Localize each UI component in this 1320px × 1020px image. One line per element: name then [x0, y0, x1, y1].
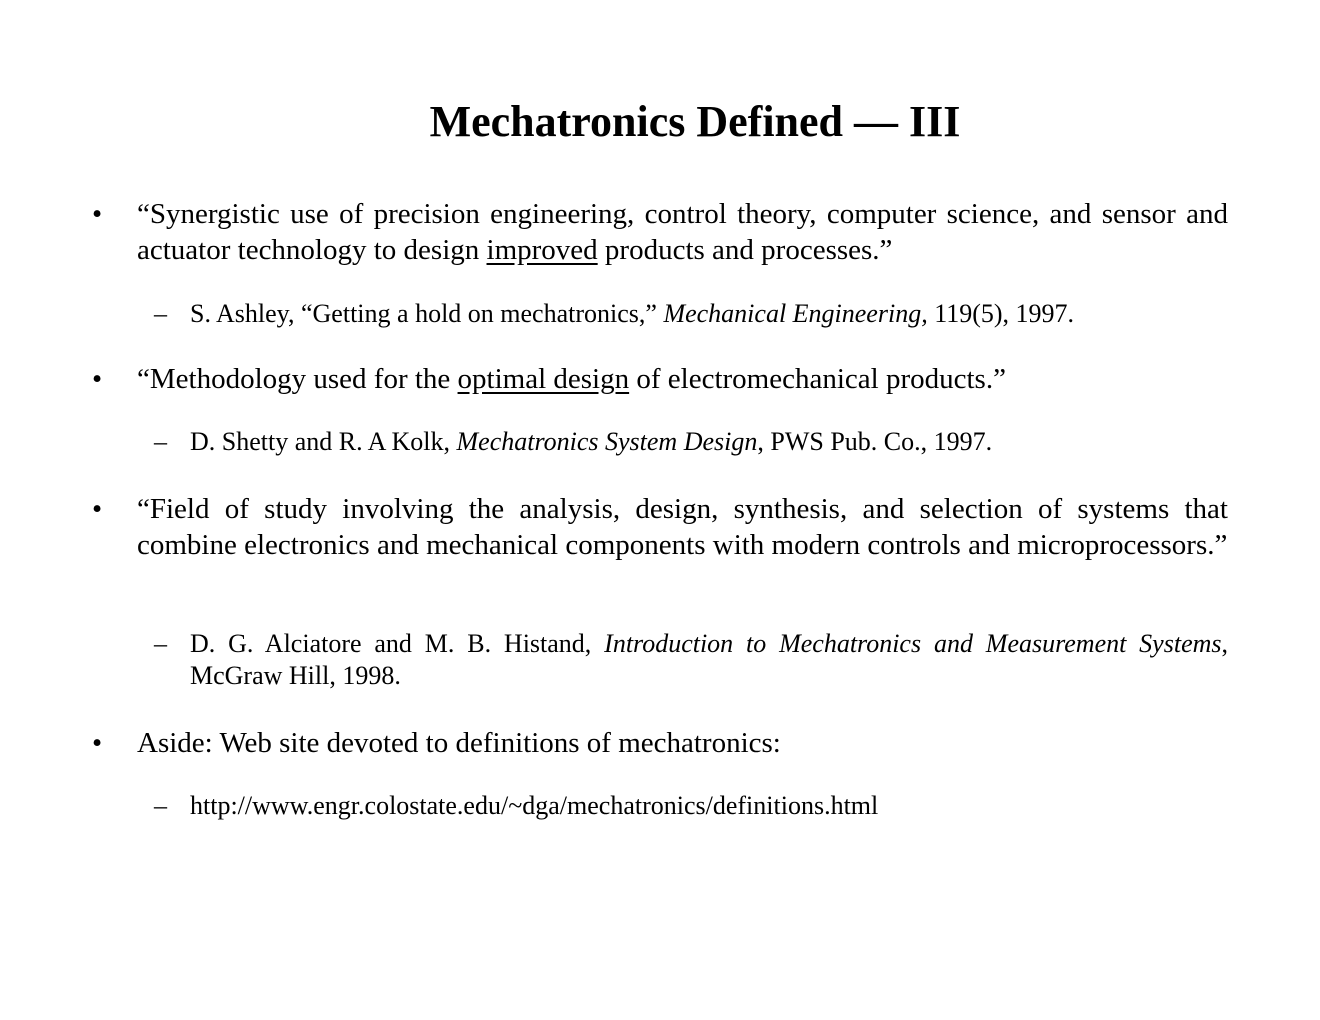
quote-text: of electromechanical products.”: [629, 363, 1006, 395]
reference-1: [154, 298, 1228, 330]
ref-text: D. G. Alciatore and M. B. Histand,: [190, 629, 605, 658]
quote-text: “Synergistic use of precision engineering, control theory, computer science, and sensor and actuator technology to design: [137, 198, 1228, 266]
ref-text: , PWS Pub. Co., 1997.: [757, 427, 993, 456]
ref-text: S. Ashley, “Getting a hold on mechatronics,”: [190, 299, 664, 328]
ref-text: 119(5), 1997.: [927, 299, 1075, 328]
bullet-item-4: [92, 726, 1228, 762]
quote-text: “Field of study involving the analysis, design, synthesis, and selection of systems that combine electronics and mechanical components with modern controls and microprocessors.”: [137, 493, 1228, 561]
dash-icon: –: [154, 299, 167, 328]
underlined-term: optimal design: [457, 363, 630, 395]
bullet-icon: •: [92, 727, 103, 759]
aside-text: Aside: Web site devoted to definitions of mechatronics:: [137, 727, 781, 759]
dash-icon: –: [154, 629, 167, 658]
bullet-item-1: [92, 197, 1228, 268]
underlined-term: improved: [486, 233, 598, 266]
quote-text: products and processes.”: [597, 233, 893, 266]
dash-icon: –: [154, 791, 167, 820]
ref-book: Introduction to Mechatronics and Measurement Systems: [604, 629, 1222, 658]
quote-text: “Methodology used for the: [137, 363, 458, 395]
bullet-item-2: [92, 362, 1228, 398]
ref-journal: Mechanical Engineering,: [663, 299, 928, 328]
reference-2: [154, 426, 1228, 458]
bullet-icon: •: [92, 198, 103, 230]
reference-4: [154, 790, 1228, 822]
ref-text: , McGraw Hill, 1998.: [190, 629, 1228, 690]
dash-icon: –: [154, 427, 167, 456]
bullet-icon: •: [92, 493, 103, 525]
definitions-url[interactable]: http://www.engr.colostate.edu/~dga/mechatronics/definitions.html: [190, 791, 879, 820]
reference-3: [154, 628, 1228, 692]
ref-book: Mechatronics System Design: [456, 427, 758, 456]
slide-title: Mechatronics Defined — III: [429, 97, 961, 146]
ref-text: D. Shetty and R. A Kolk,: [190, 427, 457, 456]
bullet-icon: •: [92, 363, 103, 395]
bullet-item-3: [92, 492, 1228, 563]
